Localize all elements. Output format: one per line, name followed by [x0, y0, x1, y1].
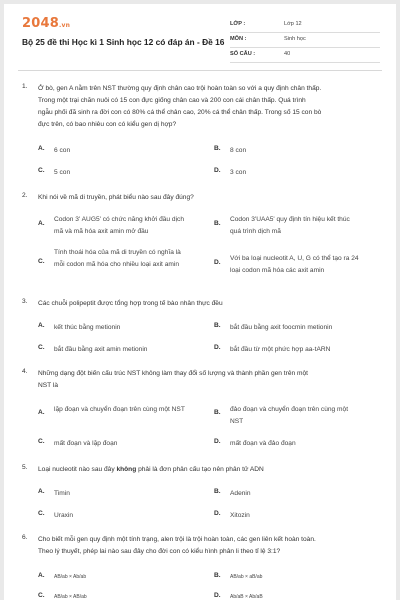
meta-row-subject — [230, 33, 380, 48]
option-text: kết thúc bằng metionin — [54, 324, 121, 331]
meta-value: Sinh học — [284, 36, 306, 42]
question-number: 4. — [22, 368, 28, 375]
meta-value: 40 — [284, 51, 291, 57]
option-letter: C. — [38, 438, 45, 445]
logo-suffix: .vn — [58, 22, 71, 29]
question-line: NST là — [38, 382, 59, 389]
site-logo[interactable] — [22, 16, 70, 31]
option-letter: A. — [38, 488, 45, 495]
option-text: lặp đoạn và chuyển đoạn trên cùng một NST — [54, 406, 185, 413]
option-text: mất đoạn và lặp đoạn — [54, 440, 118, 447]
question-line: Trong một trại chăn nuôi có 15 con đực giống chân cao và 200 con cái chân thấp. Quá trình — [38, 97, 306, 104]
option-letter: A. — [38, 572, 45, 579]
question-line: Cho biết mỗi gen quy định một tính trạng, alen trội là trội hoàn toàn, các gen liên kết hoàn toàn. — [38, 536, 316, 543]
option-text: AB/ab × AB/ab — [54, 594, 87, 600]
question-line: Theo lý thuyết, phép lai nào sau đây cho đời con có kiểu hình phân li theo tỉ lệ 3:1? — [38, 548, 281, 555]
option-letter: C. — [38, 344, 45, 351]
option-text: 6 con — [54, 147, 71, 154]
option-letter: D. — [214, 438, 221, 445]
question-number: 6. — [22, 534, 28, 541]
question-number: 2. — [22, 192, 28, 199]
option-letter: A. — [38, 409, 45, 416]
question-text-emphasis: không — [116, 466, 137, 473]
option-text: Tính thoái hóa của mã di truyền có nghĩa là mỗi codon mã hóa cho nhiều loại axit amin — [54, 249, 181, 268]
option-letter: B. — [214, 322, 221, 329]
option-text: Uraxin — [54, 512, 74, 519]
logo-text: 2048 — [22, 16, 59, 31]
question-text — [38, 192, 378, 204]
question-line: ngẫu phối đã sinh ra đời con có 80% cá thể chân cao, 20% cá thể chân thấp. Trong số 15 con bò — [38, 109, 322, 116]
question-text — [38, 464, 378, 476]
meta-label: SỐ CÂU : — [230, 51, 256, 57]
question-text — [38, 368, 378, 392]
option-text: Codon 3' AUG5' có chức năng khởi đầu dịch mã và mã hóa axit amin mở đầu — [54, 216, 185, 235]
question-text-post: phải là đơn phân cấu tạo nên phân tử ADN — [136, 466, 264, 473]
meta-label: LỚP : — [230, 21, 246, 27]
question-number: 3. — [22, 298, 28, 305]
option-text: Xitozin — [230, 512, 250, 519]
option-letter: C. — [38, 510, 45, 517]
question-line: Những dạng đột biến cấu trúc NST không làm thay đổi số lượng và thành phần gen trên một — [38, 370, 308, 377]
exam-header — [4, 4, 396, 66]
question-line: Các chuỗi polipeptit được tổng hợp trong tế bào nhân thực đều — [38, 300, 223, 307]
option-text: Timin — [54, 490, 70, 497]
exam-meta — [230, 18, 380, 63]
option-letter: C. — [38, 592, 45, 599]
question-line: Ở bò, gen A nằm trên NST thường quy định chân cao trội hoàn toàn so với a quy định chân thấp. — [38, 85, 322, 92]
option-letter: D. — [214, 344, 221, 351]
question-text — [38, 298, 378, 310]
option-text: Với ba loại nucleotit A, U, G có thể tạo ra 24 loại codon mã hóa các axit amin — [230, 255, 359, 274]
option-text: Ab/aB × Ab/aB — [230, 594, 263, 600]
option-text: 5 con — [54, 169, 71, 176]
question-line: Khi nói về mã di truyền, phát biểu nào sau đây đúng? — [38, 194, 194, 201]
question-number: 5. — [22, 464, 28, 471]
option-text: AB/ab × aB/ab — [230, 574, 263, 580]
option-letter: D. — [214, 510, 221, 517]
option-text: AB/ab × Ab/ab — [54, 574, 87, 580]
meta-row-count — [230, 48, 380, 63]
question-text — [38, 83, 378, 131]
header-divider — [18, 70, 382, 71]
option-text: đảo đoạn và chuyển đoạn trên cùng một NST — [230, 406, 349, 425]
option-text: mất đoạn và đảo đoạn — [230, 440, 296, 447]
option-text: Codon 3'UAA5' quy định tín hiệu kết thúc quá trình dịch mã — [230, 216, 350, 235]
question-text-pre: Loại nucleotit nào sau đây — [38, 466, 117, 473]
question-number: 1. — [22, 83, 28, 90]
option-letter: A. — [38, 145, 45, 152]
option-letter: B. — [214, 409, 221, 416]
option-text: bắt đầu bằng axit foocmin metionin — [230, 324, 333, 331]
option-letter: B. — [214, 572, 221, 579]
question-text — [38, 534, 378, 558]
option-letter: D. — [214, 167, 221, 174]
option-letter: D. — [214, 259, 221, 266]
option-text: Adenin — [230, 490, 251, 497]
option-letter: C. — [38, 258, 45, 265]
option-text: 8 con — [230, 147, 247, 154]
meta-label: MÔN : — [230, 36, 247, 42]
option-text: bắt đầu bằng axit amin metionin — [54, 346, 148, 353]
exam-title: Bộ 25 đề thi Học kì 1 Sinh học 12 có đáp án - Đề 16 — [22, 37, 225, 47]
option-letter: A. — [38, 322, 45, 329]
option-letter: A. — [38, 220, 45, 227]
question-line: đực trên, có bao nhiêu con có kiểu gen dị hợp? — [38, 121, 177, 128]
option-letter: B. — [214, 145, 221, 152]
option-text: 3 con — [230, 169, 247, 176]
meta-row-class — [230, 18, 380, 33]
option-letter: D. — [214, 592, 221, 599]
option-letter: B. — [214, 488, 221, 495]
option-letter: B. — [214, 220, 221, 227]
option-letter: C. — [38, 167, 45, 174]
option-text: bắt đầu từ một phức hợp aa-tARN — [230, 346, 331, 353]
meta-value: Lớp 12 — [284, 21, 302, 27]
exam-page — [4, 4, 396, 600]
